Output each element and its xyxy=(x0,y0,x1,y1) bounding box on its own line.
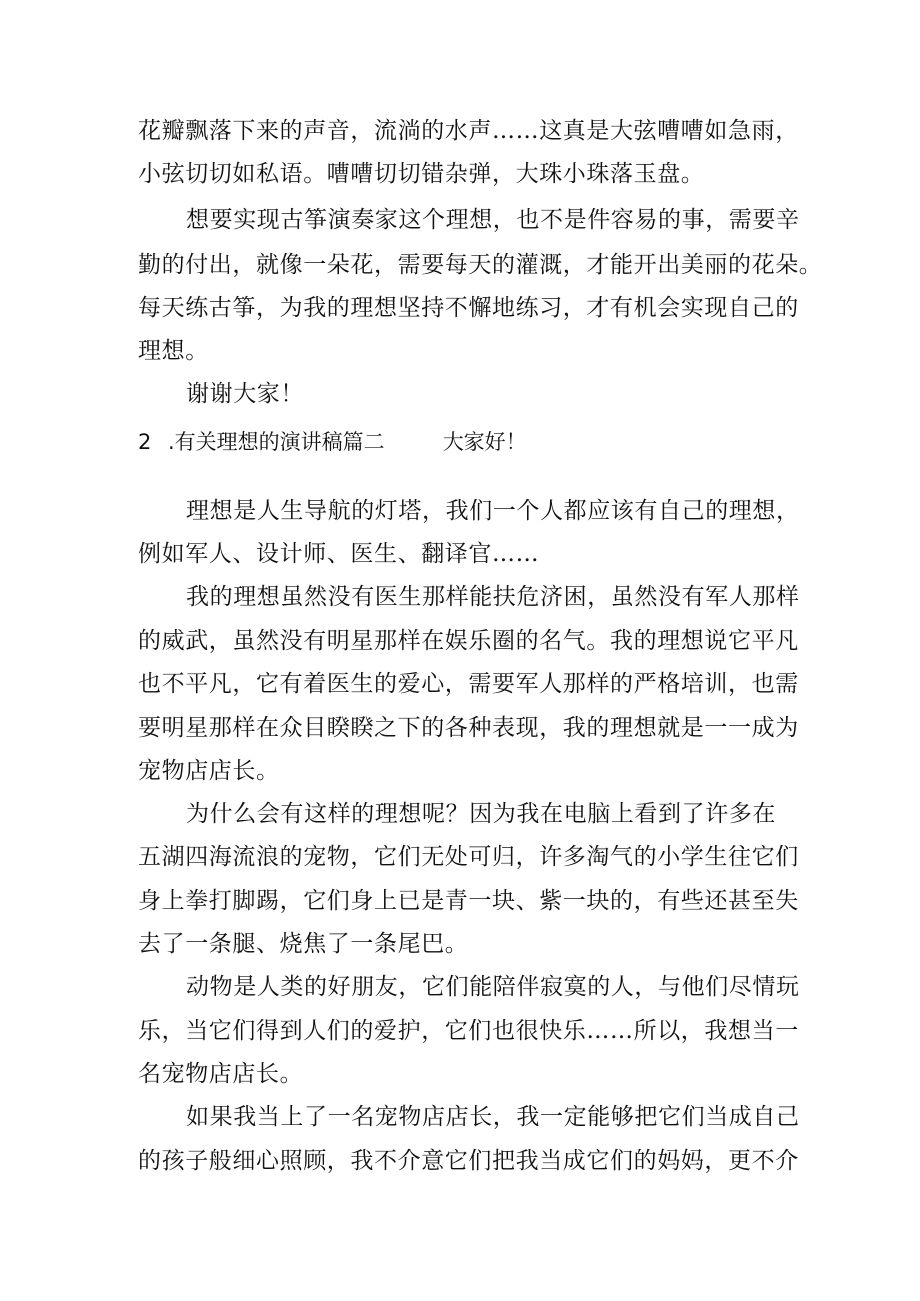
paragraph-line: 要明星那样在众目睽睽之下的各种表现，我的理想就是一一成为 xyxy=(138,715,799,741)
section-heading xyxy=(138,427,527,457)
paragraph-line: 名宠物店店长。 xyxy=(138,1061,304,1087)
paragraph-line: 花瓣飘落下来的声音，流淌的水声……这真是大弦嘈嘈如急雨， xyxy=(138,118,799,144)
paragraph-line: 例如军人、设计师、医生、翻译官…… xyxy=(138,541,540,567)
paragraph-line: 我的理想虽然没有医生那样能扶危济困，虽然没有军人那样 xyxy=(186,584,800,610)
paragraph-line: 理想是人生导航的灯塔，我们一个人都应该有自己的理想， xyxy=(186,498,800,524)
paragraph-line: 为什么会有这样的理想呢？因为我在电脑上看到了许多在 xyxy=(186,801,776,827)
paragraph-line: 动物是人类的好朋友，它们能陪伴寂寞的人，与他们尽情玩 xyxy=(186,974,800,1000)
paragraph-line: 理想。 xyxy=(138,338,209,364)
paragraph-line: 勤的付出，就像一朵花，需要每天的灌溉，才能开出美丽的花朵。 xyxy=(138,252,823,278)
paragraph-line: 想要实现古筝演奏家这个理想，也不是件容易的事，需要辛 xyxy=(186,207,800,233)
paragraph-line: 去了一条腿、烧焦了一条尾巴。 xyxy=(138,931,469,957)
paragraph-line: 的孩子般细心照顾，我不介意它们把我当成它们的妈妈，更不介 xyxy=(138,1148,799,1174)
heading-title: .有关理想的演讲稿篇二 xyxy=(168,430,385,454)
heading-greeting: 大家好！ xyxy=(442,430,527,454)
paragraph-line: 也不平凡，它有着医生的爱心，需要军人那样的严格培训，也需 xyxy=(138,671,799,697)
paragraph-line: 如果我当上了一名宠物店店长，我一定能够把它们当成自己 xyxy=(186,1104,800,1130)
paragraph-line: 身上拳打脚踢，它们身上已是青一块、紫一块的，有些还甚至失 xyxy=(138,888,799,914)
paragraph-line: 每天练古筝，为我的理想坚持不懈地练习，才有机会实现自己的 xyxy=(138,295,799,321)
closing-thanks: 谢谢大家！ xyxy=(186,381,304,407)
paragraph-line: 乐，当它们得到人们的爱护，它们也很快乐……所以，我想当一 xyxy=(138,1018,799,1044)
paragraph-line: 五湖四海流浪的宠物，它们无处可归，许多淘气的小学生往它们 xyxy=(138,844,799,870)
paragraph-line: 小弦切切如私语。嘈嘈切切错杂弹，大珠小珠落玉盘。 xyxy=(138,161,705,187)
heading-number: 2 xyxy=(138,430,152,454)
paragraph-line: 的威武，虽然没有明星那样在娱乐圈的名气。我的理想说它平凡 xyxy=(138,628,799,654)
paragraph-line: 宠物店店长。 xyxy=(138,758,280,784)
